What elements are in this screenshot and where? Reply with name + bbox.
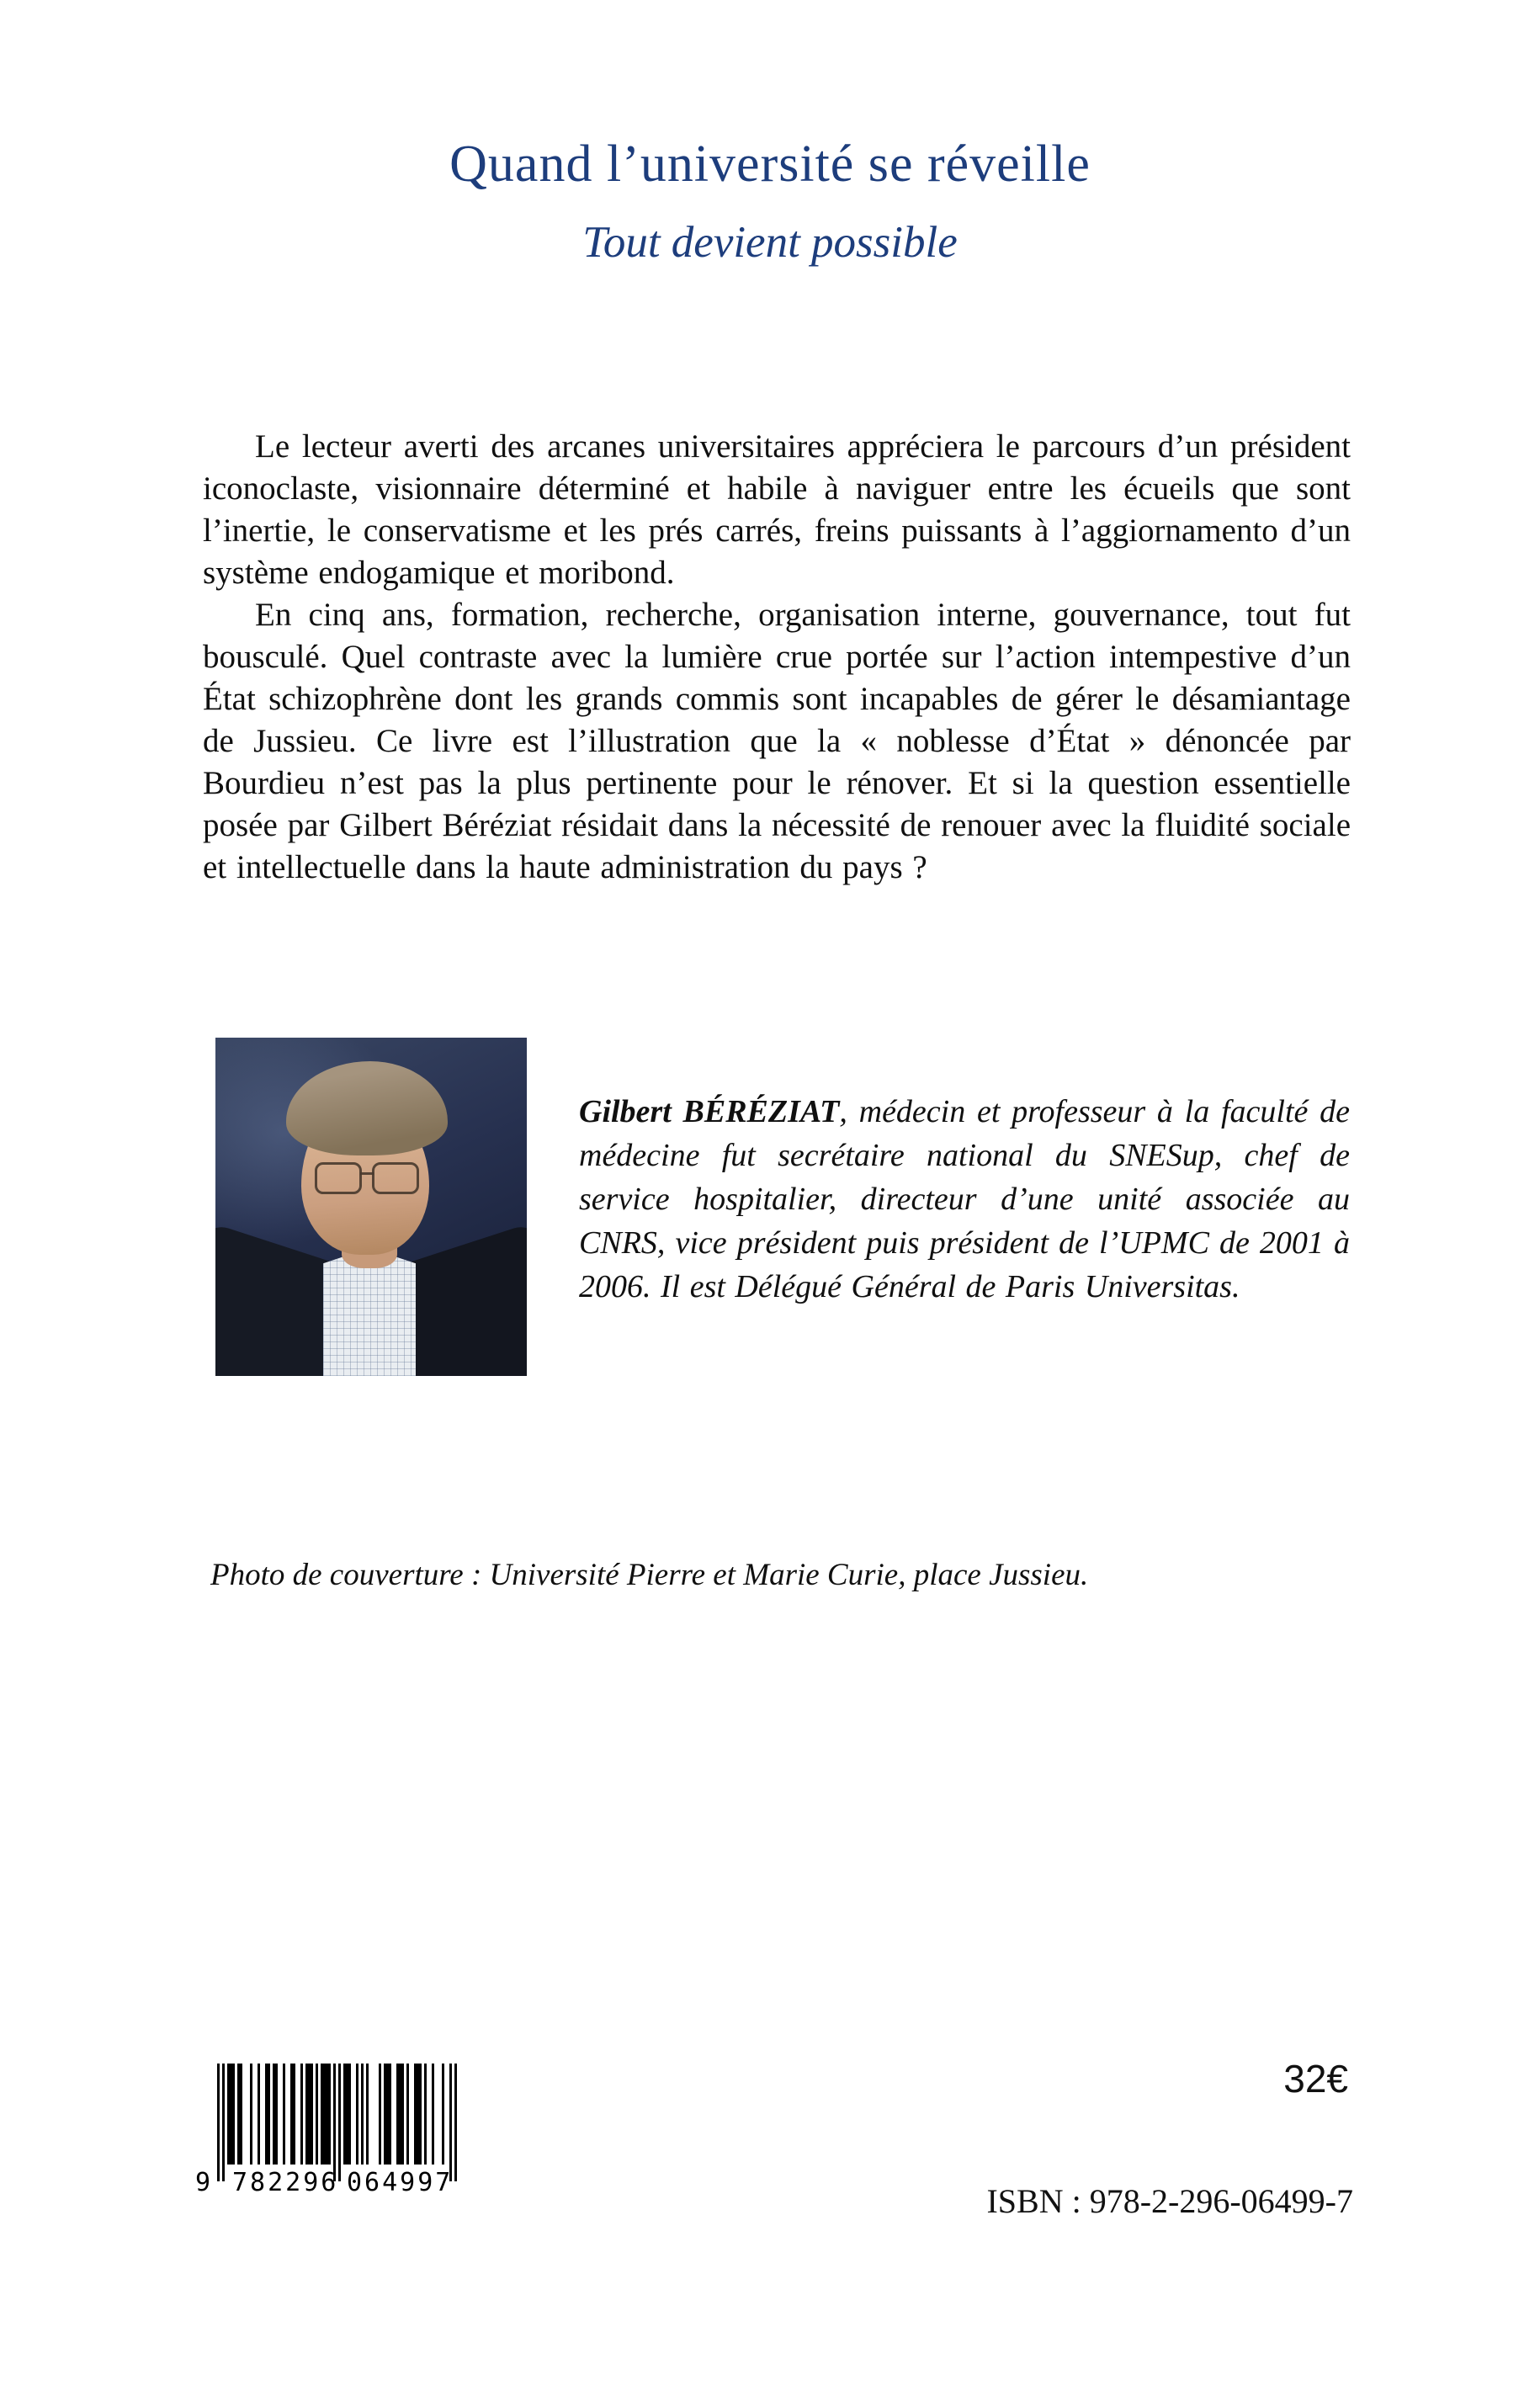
isbn-label: ISBN : 978-2-296-06499-7 — [986, 2182, 1353, 2220]
photo-hair-shape — [286, 1061, 448, 1155]
barcode-digits-left: 782296 — [232, 2168, 339, 2197]
photo-glasses-shape — [360, 1172, 374, 1175]
author-bio — [579, 1090, 1350, 1309]
price-label: 32€ — [1283, 2057, 1348, 2101]
cover-photo-credit: Photo de couverture : Université Pierre et Marie Curie, place Jussieu. — [210, 1558, 1089, 1592]
author-photo — [215, 1038, 527, 1376]
author-name: Gilbert BÉRÉZIAT — [579, 1094, 840, 1129]
book-subtitle: Tout devient possible — [582, 218, 958, 267]
barcode-digits-right: 064997 — [347, 2168, 454, 2197]
barcode-digit-lead: 9 — [195, 2168, 211, 2197]
author-bio-text: , médecin et professeur à la faculté de médecine fut secrétaire national du SNESup, chef de service hospitalier, directeur d’une unité associée au CNRS, vice président puis président de l’UPMC de 2001 à 2006. Il est Délégué Général de Paris Universitas. — [579, 1094, 1350, 1304]
barcode-bars — [217, 2064, 457, 2181]
barcode — [195, 2064, 498, 2223]
synopsis — [203, 426, 1351, 889]
photo-glasses-shape — [372, 1162, 419, 1194]
synopsis-paragraph: Le lecteur averti des arcanes universitaires appréciera le parcours d’un président iconoclaste, visionnaire déterminé et habile à naviguer entre les écueils que sont l’inertie, le conservatisme et les prés carrés, freins puissants à l’aggiornamento d’un système endogamique et moribond. — [203, 428, 1351, 591]
photo-glasses-shape — [315, 1162, 362, 1194]
book-title: Quand l’université se réveille — [449, 135, 1091, 193]
barcode-digits — [195, 2168, 498, 2205]
synopsis-paragraph: En cinq ans, formation, recherche, organisation interne, gouvernance, tout fut bousculé. Quel contraste avec la lumière crue portée sur l’action intempestive d’un État schizophrène dont les grands commis sont incapables de gérer le désamiantage de Jussieu. Ce livre est l’illustration que la « noblesse d’État » dénoncée par Bourdieu n’est pas la plus pertinente pour le rénover. Et si la question essentielle posée par Gilbert Béréziat résidait dans la nécessité de renouer avec la fluidité sociale et intellectuelle dans la haute administration du pays ? — [203, 597, 1351, 885]
